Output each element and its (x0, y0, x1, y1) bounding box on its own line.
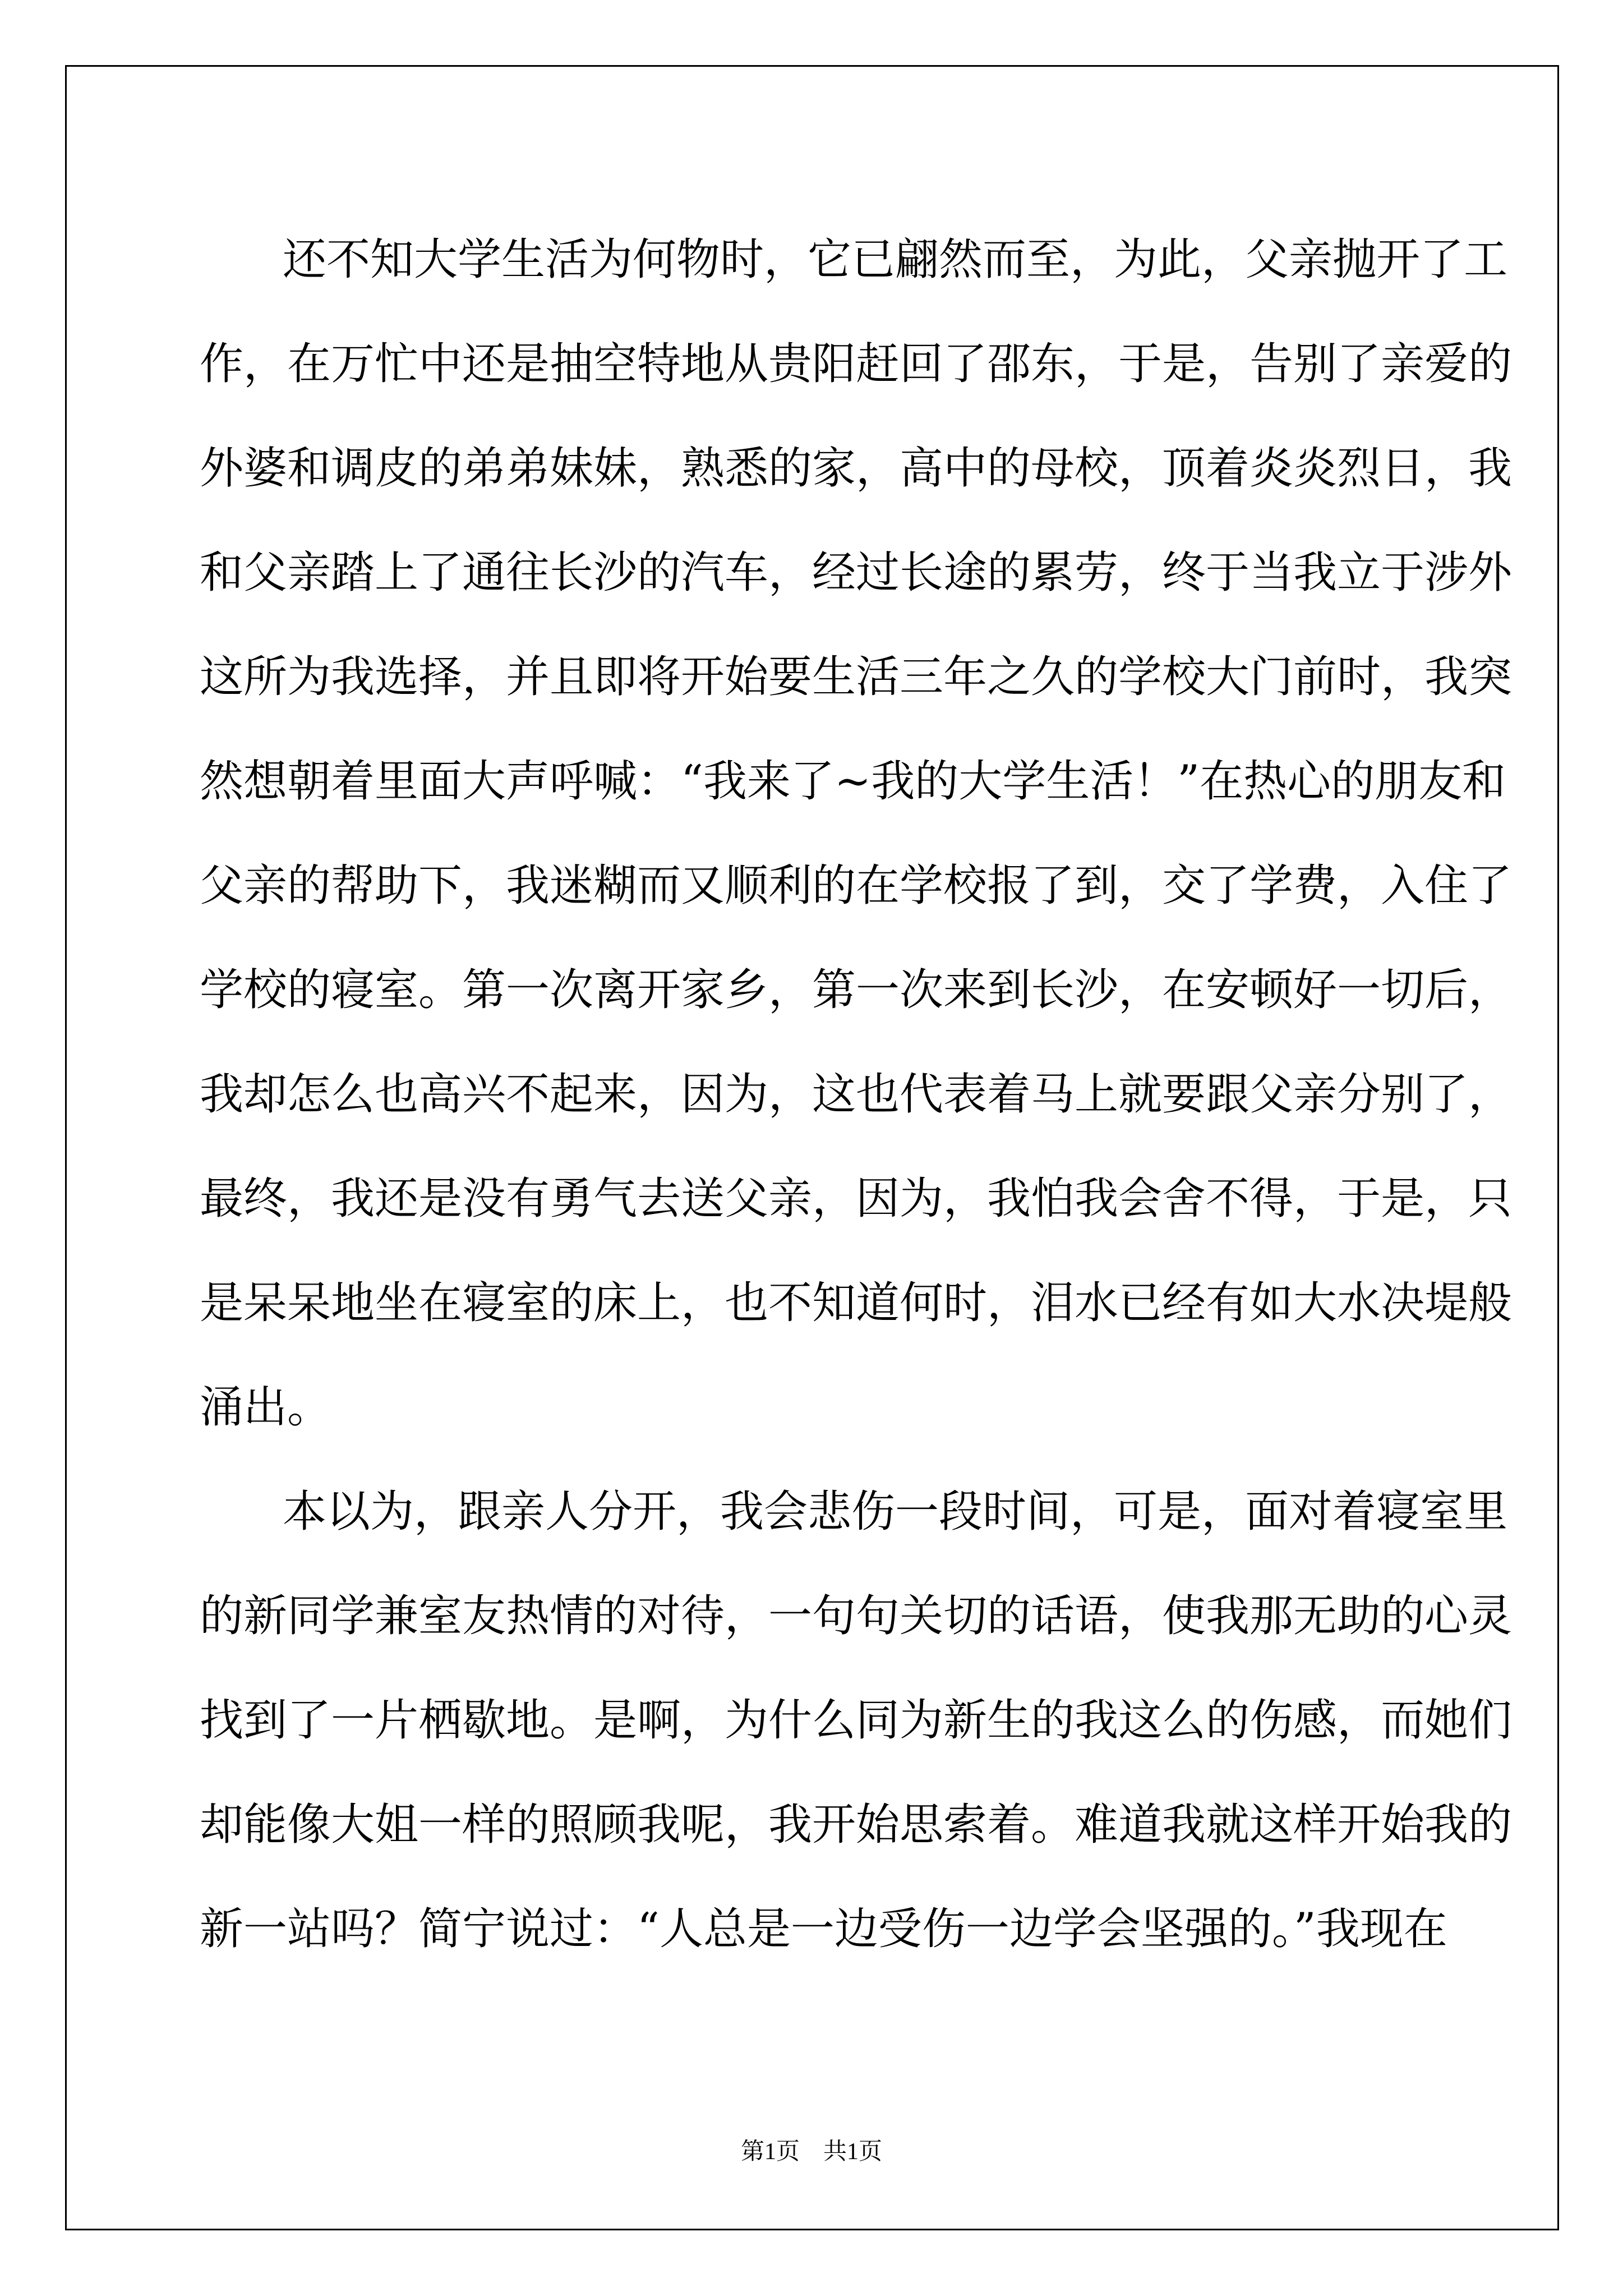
paragraph-2-line-1: 本以为，跟亲人分开，我会悲伤一段时间，可是，面对着寝室里 (283, 1487, 1508, 1537)
paragraph-1-line-3: 外婆和调皮的弟弟妹妹，熟悉的家，高中的母校，顶着炎炎烈日，我 (200, 443, 1513, 494)
paragraph-1-line-4: 和父亲踏上了通往长沙的汽车，经过长途的累劳，终于当我立于涉外 (200, 547, 1513, 598)
paragraph-2-line-3: 找到了一片栖歇地。是啊，为什么同为新生的我这么的伤感，而她们 (200, 1695, 1513, 1746)
paragraph-1-line-2: 作，在万忙中还是抽空特地从贵阳赶回了邵东，于是，告别了亲爱的 (200, 339, 1513, 389)
paragraph-1-line-1: 还不知大学生活为何物时，它已翩然而至，为此，父亲抛开了工 (283, 234, 1508, 285)
paragraph-1-line-8: 学校的寝室。第一次离开家乡，第一次来到长沙，在安顿好一切后， (200, 965, 1513, 1015)
paragraph-1-line-9: 我却怎么也高兴不起来，因为，这也代表着马上就要跟父亲分别了， (200, 1069, 1513, 1120)
page-footer: 第1页 共1页 (740, 2139, 882, 2165)
paragraph-1-line-6: 然想朝着里面大声呼喊：“我来了~我的大学生活！”在热心的朋友和 (200, 756, 1506, 807)
paragraph-1-line-12: 涌出。 (200, 1382, 331, 1433)
document-body (200, 208, 1513, 1981)
paragraph-2-line-5: 新一站吗？简宁说过：“人总是一边受伤一边学会坚强的。”我现在 (200, 1904, 1447, 1954)
paragraph-2-line-4: 却能像大姐一样的照顾我呢，我开始思索着。难道我就这样开始我的 (200, 1800, 1513, 1850)
paragraph-2-line-2: 的新同学兼室友热情的对待，一句句关切的话语，使我那无助的心灵 (200, 1591, 1513, 1641)
paragraph-1-line-7: 父亲的帮助下，我迷糊而又顺利的在学校报了到，交了学费，入住了 (200, 861, 1513, 911)
paragraph-1-line-10: 最终，我还是没有勇气去送父亲，因为，我怕我会舍不得，于是，只 (200, 1174, 1513, 1224)
paragraph-1-line-11: 是呆呆地坐在寝室的床上，也不知道何时，泪水已经有如大水决堤般 (200, 1278, 1513, 1328)
paragraph-1-line-5: 这所为我选择，并且即将开始要生活三年之久的学校大门前时，我突 (200, 652, 1513, 702)
